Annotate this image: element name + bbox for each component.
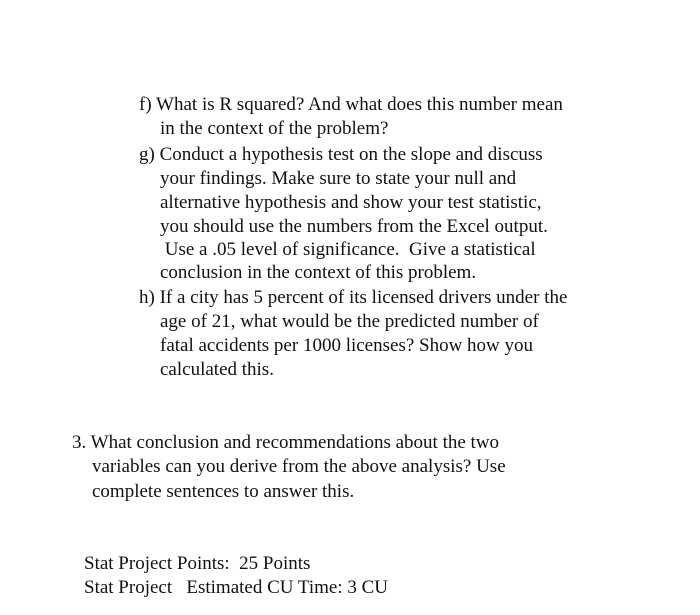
question-3-line-2: variables can you derive from the above analysis? Use: [92, 456, 506, 477]
item-h-line-1: h) If a city has 5 percent of its licensed drivers under the: [139, 287, 568, 308]
footer-cu-time: Stat Project Estimated CU Time: 3 CU: [84, 577, 389, 598]
item-g-line-2: your findings. Make sure to state your null and: [160, 168, 517, 189]
item-g-line-6: conclusion in the context of this problem.: [160, 262, 477, 283]
question-3-line-1: 3. What conclusion and recommendations about the two: [72, 432, 500, 453]
item-g-line-3: alternative hypothesis and show your test statistic,: [160, 192, 542, 213]
footer-points: Stat Project Points: 25 Points: [84, 553, 311, 574]
item-h-line-2: age of 21, what would be the predicted number of: [160, 311, 539, 332]
item-g-line-5: Use a .05 level of significance. Give a statistical: [160, 239, 536, 260]
item-g-line-1: g) Conduct a hypothesis test on the slope and discuss: [139, 144, 543, 165]
item-h-line-3: fatal accidents per 1000 licenses? Show how you: [160, 335, 534, 356]
item-g-line-4: you should use the numbers from the Excel output.: [160, 216, 548, 237]
question-3-line-3: complete sentences to answer this.: [92, 481, 355, 502]
item-f-line-2: in the context of the problem?: [160, 118, 389, 139]
item-h-line-4: calculated this.: [160, 359, 274, 380]
item-f-line-1: f) What is R squared? And what does this number mean: [139, 94, 563, 115]
